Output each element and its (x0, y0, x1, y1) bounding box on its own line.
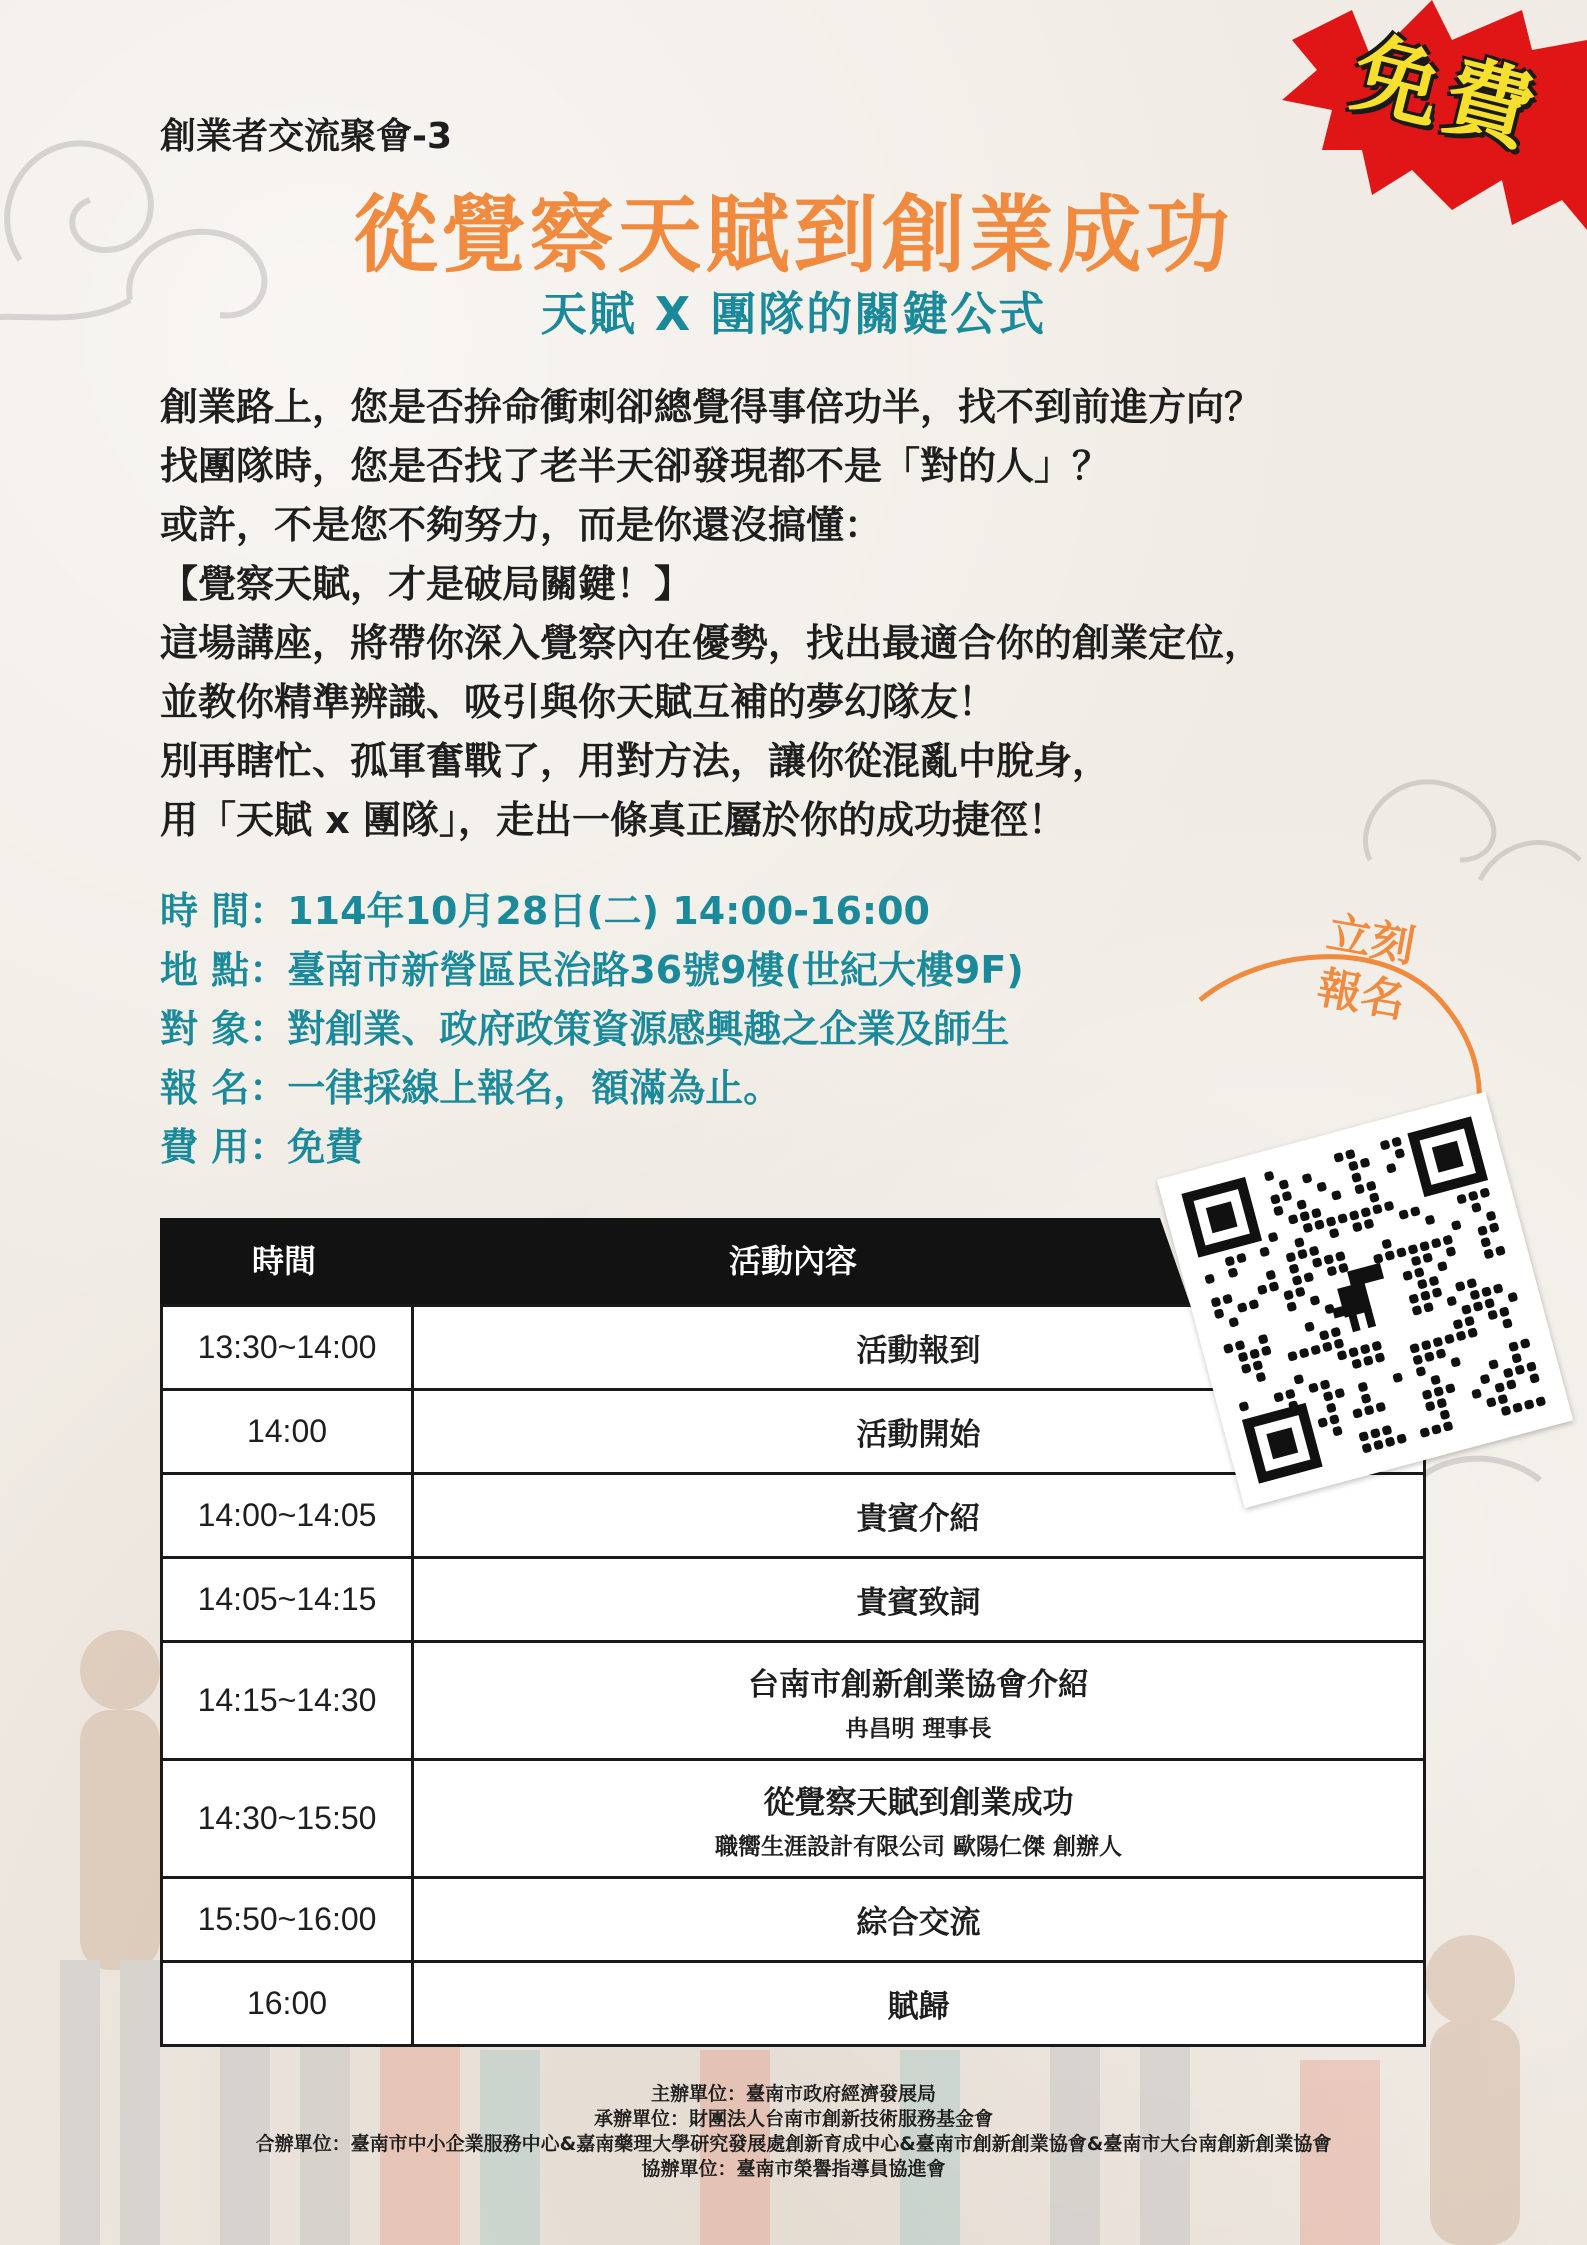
qr-module (1486, 1211, 1497, 1222)
footer-assisting: 協辦單位：臺南市榮譽指導員協進會 (641, 2158, 946, 2180)
qr-module (1430, 1374, 1441, 1385)
qr-module (1410, 1206, 1421, 1217)
qr-module (1412, 1354, 1423, 1365)
qr-module (1268, 1232, 1279, 1243)
qr-module (1488, 1359, 1499, 1370)
intro-line: 創業路上，您是否拚命衝刺卻總覺得事倍功半，找不到前進方向？ (160, 385, 1263, 429)
qr-module (1436, 1398, 1447, 1409)
qr-module (1299, 1211, 1310, 1222)
qr-module (1363, 1355, 1374, 1366)
qr-module (1511, 1353, 1522, 1364)
qr-module (1364, 1405, 1375, 1416)
qr-module (1357, 1381, 1368, 1392)
qr-module (1255, 1372, 1266, 1383)
qr-module (1326, 1266, 1337, 1277)
qr-module (1224, 1256, 1235, 1267)
intro-line: 找團隊時，您是否找了老半天卻發現都不是「對的人」？ (160, 444, 1111, 488)
qr-module (1261, 1345, 1272, 1356)
qr-module (1421, 1340, 1432, 1351)
qr-module (1249, 1348, 1260, 1359)
info-audience: 對 象：對創業、政府政策資源感興趣之企業及師生 (160, 1007, 1010, 1051)
qr-module (1483, 1248, 1494, 1259)
footer-executor: 承辦單位：財團法人台南市創新技術服務基金會 (593, 2108, 993, 2130)
row-content-speaker: 冉昌明 理事長 (845, 1715, 992, 1742)
qr-module (1396, 1433, 1407, 1444)
qr-module (1329, 1228, 1340, 1239)
qr-module (1285, 1389, 1296, 1400)
qr-module (1371, 1340, 1382, 1351)
qr-module (1374, 1352, 1385, 1363)
qr-module (1422, 1252, 1433, 1263)
schedule-header-time: 時間 (251, 1242, 316, 1280)
qr-module (1320, 1379, 1331, 1390)
qr-module (1294, 1237, 1305, 1248)
qr-module (1297, 1249, 1308, 1260)
free-badge-text: 免費 (1342, 20, 1551, 167)
qr-module (1329, 1414, 1340, 1425)
qr-module (1467, 1327, 1478, 1338)
qr-module (1450, 1357, 1461, 1368)
qr-module (1236, 1253, 1247, 1264)
qr-module (1385, 1436, 1396, 1447)
qr-module (1351, 1358, 1362, 1369)
qr-module (1520, 1338, 1531, 1349)
qr-module (1288, 1214, 1299, 1225)
row-time: 16:00 (162, 1962, 413, 2046)
qr-module (1529, 1373, 1540, 1384)
qr-module (1506, 1379, 1517, 1390)
qr-module (1484, 1298, 1495, 1309)
qr-module (1411, 1305, 1422, 1316)
qr-module (1312, 1257, 1323, 1268)
intro-line: 【覺察天賦，才是破局關鍵！】 (160, 562, 693, 606)
qr-module (1292, 1275, 1303, 1286)
qr-module (1333, 1152, 1344, 1163)
qr-module (1295, 1286, 1306, 1297)
event-subtitle: 天賦 X 團隊的關鍵公式 (540, 287, 1047, 341)
qr-module (1402, 1270, 1413, 1281)
qr-module (1535, 1396, 1546, 1407)
qr-module (1469, 1289, 1480, 1300)
qr-module (1234, 1340, 1245, 1351)
qr-module (1352, 1221, 1363, 1232)
qr-module (1471, 1202, 1482, 1213)
qr-module (1222, 1294, 1233, 1305)
qr-module (1480, 1374, 1491, 1385)
qr-module (1354, 1184, 1365, 1195)
qr-module (1349, 1210, 1360, 1221)
qr-module (1396, 1247, 1407, 1258)
qr-module (1372, 1204, 1383, 1215)
intro-line: 別再瞎忙、孤軍奮戰了，用對方法，讓你從混亂中脫身， (160, 739, 1111, 783)
qr-module (1398, 1209, 1409, 1220)
qr-module (1248, 1299, 1259, 1310)
qr-module (1493, 1283, 1504, 1294)
qr-module (1360, 1344, 1371, 1355)
table-row (162, 1558, 1425, 1642)
qr-module (1419, 1427, 1430, 1438)
row-content: 綜合交流 (413, 1878, 1425, 1962)
qr-module (1252, 1360, 1263, 1371)
qr-module (1437, 1261, 1448, 1272)
qr-module (1333, 1338, 1344, 1349)
qr-module (1241, 1363, 1252, 1374)
qr-module (1444, 1333, 1455, 1344)
qr-module (1384, 1250, 1395, 1261)
qr-module (1468, 1190, 1479, 1201)
qr-module (1334, 1388, 1345, 1399)
qr-module (1417, 1279, 1428, 1290)
qr-module (1383, 1201, 1394, 1212)
table-row (162, 1878, 1425, 1962)
qr-module (1373, 1439, 1384, 1450)
qr-module (1270, 1194, 1281, 1205)
qr-module (1237, 1302, 1248, 1313)
qr-module (1227, 1267, 1238, 1278)
row-time: 14:15~14:30 (162, 1642, 413, 1760)
qr-module (1495, 1245, 1506, 1256)
qr-module (1432, 1287, 1443, 1298)
signup-line2: 報名 (1313, 962, 1409, 1028)
qr-module (1391, 1136, 1402, 1147)
qr-module (1304, 1321, 1315, 1332)
qr-module (1337, 1213, 1348, 1224)
qr-module (1456, 1194, 1467, 1205)
qr-module (1369, 1192, 1380, 1203)
qr-module (1461, 1304, 1472, 1315)
qr-module (1331, 1190, 1342, 1201)
row-content (413, 1642, 1425, 1760)
qr-module (1311, 1208, 1322, 1219)
row-time: 14:05~14:15 (162, 1558, 413, 1642)
info-registration: 報 名：一律採線上報名，額滿為止。 (160, 1066, 782, 1110)
qr-module (1319, 1330, 1330, 1341)
qr-module (1257, 1284, 1268, 1295)
qr-module (1265, 1270, 1276, 1281)
signup-line1: 立刻 (1323, 907, 1419, 973)
qr-module (1287, 1351, 1298, 1362)
qr-module (1302, 1222, 1313, 1233)
qr-module (1500, 1405, 1511, 1416)
qr-module (1293, 1374, 1304, 1385)
qr-module (1473, 1301, 1484, 1312)
qr-module (1322, 1341, 1333, 1352)
row-content (413, 1760, 1425, 1878)
row-content: 貴賓介紹 (413, 1474, 1425, 1558)
qr-module (1228, 1317, 1239, 1328)
event-info-block (160, 882, 1024, 1177)
row-content-title: 從覺察天賦到創業成功 (763, 1784, 1074, 1821)
qr-module (1278, 1179, 1289, 1190)
qr-module (1526, 1361, 1537, 1372)
intro-line: 這場講座，將帶你深入覺察內在優勢，找出最適合你的創業定位， (160, 621, 1263, 665)
qr-module (1503, 1367, 1514, 1378)
qr-module (1432, 1337, 1443, 1348)
qr-module (1326, 1216, 1337, 1227)
qr-module (1494, 1382, 1505, 1393)
organizer-footer (0, 2082, 1587, 2182)
qr-module (1439, 1409, 1450, 1420)
qr-module (1514, 1364, 1525, 1375)
qr-module (1471, 1388, 1482, 1399)
qr-module (1273, 1392, 1284, 1403)
qr-module (1314, 1219, 1325, 1230)
qr-module (1373, 1253, 1384, 1264)
event-series-label: 創業者交流聚會-3 (160, 116, 452, 157)
qr-module (1360, 1207, 1371, 1218)
qr-module (1502, 1318, 1513, 1329)
qr-module (1433, 1386, 1444, 1397)
footer-organizer: 主辦單位：臺南市政府經濟發展局 (650, 2083, 936, 2105)
qr-module (1452, 1319, 1463, 1330)
qr-module (1309, 1245, 1320, 1256)
qr-module (1258, 1334, 1269, 1345)
qr-module (1424, 1351, 1435, 1362)
intro-line: 用「天賦 x 團隊」，走出一條真正屬於你的成功捷徑！ (160, 798, 1066, 842)
qr-module (1361, 1393, 1372, 1404)
qr-module (1455, 1281, 1466, 1292)
qr-module (1464, 1316, 1475, 1327)
info-fee: 費 用：免費 (160, 1125, 364, 1169)
qr-module (1303, 1272, 1314, 1283)
qr-module (1408, 1293, 1419, 1304)
qr-module (1456, 1330, 1467, 1341)
row-time: 15:50~16:00 (162, 1878, 413, 1962)
qr-module (1299, 1348, 1310, 1359)
qr-module (1352, 1408, 1363, 1419)
qr-module (1408, 1244, 1419, 1255)
qr-module (1204, 1273, 1215, 1284)
qr-module (1273, 1205, 1284, 1216)
qr-module (1309, 1295, 1320, 1306)
qr-module (1481, 1286, 1492, 1297)
qr-module (1214, 1308, 1225, 1319)
qr-module (1358, 1431, 1369, 1442)
qr-module (1286, 1301, 1297, 1312)
row-content-speaker: 職嚮生涯設計有限公司 歐陽仁傑 創辦人 (714, 1833, 1122, 1860)
qr-module (1375, 1402, 1386, 1413)
qr-module (1428, 1276, 1439, 1287)
row-time: 14:30~15:50 (162, 1760, 413, 1878)
qr-module (1366, 1180, 1377, 1191)
qr-module (1446, 1296, 1457, 1307)
qr-module (1420, 1290, 1431, 1301)
qr-module (1335, 1251, 1346, 1262)
qr-module (1310, 1344, 1321, 1355)
row-content: 貴賓致詞 (413, 1558, 1425, 1642)
qr-module (1283, 1290, 1294, 1301)
table-row (162, 1962, 1425, 2046)
qr-module (1425, 1401, 1436, 1412)
table-row (162, 1474, 1425, 1558)
qr-module (1409, 1343, 1420, 1354)
qr-module (1302, 1173, 1313, 1184)
qr-module (1431, 1238, 1442, 1249)
qr-module (1326, 1402, 1337, 1413)
qr-module (1445, 1383, 1456, 1394)
qr-module (1477, 1225, 1488, 1236)
qr-module (1380, 1140, 1391, 1151)
qr-module (1508, 1341, 1519, 1352)
qr-module (1414, 1267, 1425, 1278)
qr-module (1442, 1235, 1453, 1246)
qr-module (1480, 1237, 1491, 1248)
table-row (162, 1760, 1425, 1878)
qr-module (1348, 1347, 1359, 1358)
info-time: 時 間：114年10月28日(二) 14:00-16:00 (160, 889, 930, 933)
qr-module (1411, 1255, 1422, 1266)
qr-module (1317, 1417, 1328, 1428)
qr-module (1507, 1292, 1518, 1303)
qr-module (1345, 1149, 1356, 1160)
row-content: 賦歸 (413, 1962, 1425, 2046)
intro-line: 並教你精準辨識、吸引與你天賦互補的夢幻隊友！ (160, 680, 997, 724)
qr-module (1370, 1428, 1381, 1439)
qr-module (1268, 1281, 1279, 1292)
row-time: 14:00~14:05 (162, 1474, 413, 1558)
info-location: 地 點：臺南市新營區民治路36號9樓(世紀大樓9F) (160, 948, 1024, 992)
qr-module (1238, 1401, 1249, 1412)
event-title: 從覺察天賦到創業成功 (353, 186, 1234, 284)
qr-module (1415, 1366, 1426, 1377)
intro-paragraph (160, 378, 1440, 850)
qr-module (1238, 1351, 1249, 1362)
qr-module (1524, 1399, 1535, 1410)
qr-module (1424, 1214, 1435, 1225)
qr-module (1422, 1389, 1433, 1400)
qr-module (1323, 1254, 1334, 1265)
qr-module (1285, 1252, 1296, 1263)
intro-line: 或許，不是您不夠努力，而是你還沒搞懂： (160, 503, 883, 547)
footer-co-organizers: 合辦單位：臺南市中小企業服務中心&嘉南藥理大學研究發展處創新育成中心&臺南市創新創業協會&臺南市大台南創新創業協會 (255, 2133, 1332, 2155)
qr-module (1381, 1238, 1392, 1249)
qr-module (1361, 1443, 1372, 1454)
qr-module (1264, 1171, 1275, 1182)
qr-module (1419, 1241, 1430, 1252)
qr-module (1497, 1394, 1508, 1405)
qr-module (1359, 1157, 1370, 1168)
qr-module (1386, 1163, 1397, 1174)
qr-module (1351, 1172, 1362, 1183)
schedule-header-content: 活動內容 (728, 1242, 857, 1280)
qr-module (1316, 1181, 1327, 1192)
qr-module (1330, 1327, 1341, 1338)
qr-module (1348, 1160, 1359, 1171)
qr-module (1445, 1246, 1456, 1257)
qr-module (1451, 1220, 1462, 1231)
row-time: 14:00 (162, 1390, 413, 1474)
qr-module (1381, 1425, 1392, 1436)
qr-module (1423, 1302, 1434, 1313)
qr-module (1499, 1306, 1510, 1317)
qr-module (1281, 1191, 1292, 1202)
row-content: 活動開始 (413, 1390, 1425, 1474)
row-content-title: 台南市創新創業協會介紹 (748, 1666, 1089, 1703)
qr-module (1363, 1218, 1374, 1229)
qr-module (1323, 1391, 1334, 1402)
row-content: 活動報到 (413, 1306, 1425, 1390)
qr-module (1210, 1297, 1221, 1308)
qr-module (1296, 1199, 1307, 1210)
qr-module (1337, 1350, 1348, 1361)
qr-module (1435, 1348, 1446, 1359)
qr-code-icon (1181, 1116, 1548, 1483)
qr-module (1394, 1148, 1405, 1159)
qr-module (1431, 1424, 1442, 1435)
table-row (162, 1642, 1425, 1760)
qr-module (1392, 1372, 1403, 1383)
qr-module (1479, 1187, 1490, 1198)
qr-module (1223, 1343, 1234, 1354)
qr-module (1486, 1397, 1497, 1408)
qr-module (1288, 1263, 1299, 1274)
qr-module (1489, 1222, 1500, 1233)
qr-module (1487, 1309, 1498, 1320)
row-time: 13:30~14:00 (162, 1306, 413, 1390)
qr-module (1259, 1246, 1270, 1257)
qr-module (1512, 1402, 1523, 1413)
qr-module (1466, 1278, 1477, 1289)
qr-module (1308, 1382, 1319, 1393)
qr-module (1443, 1421, 1454, 1432)
qr-module (1332, 1426, 1343, 1437)
